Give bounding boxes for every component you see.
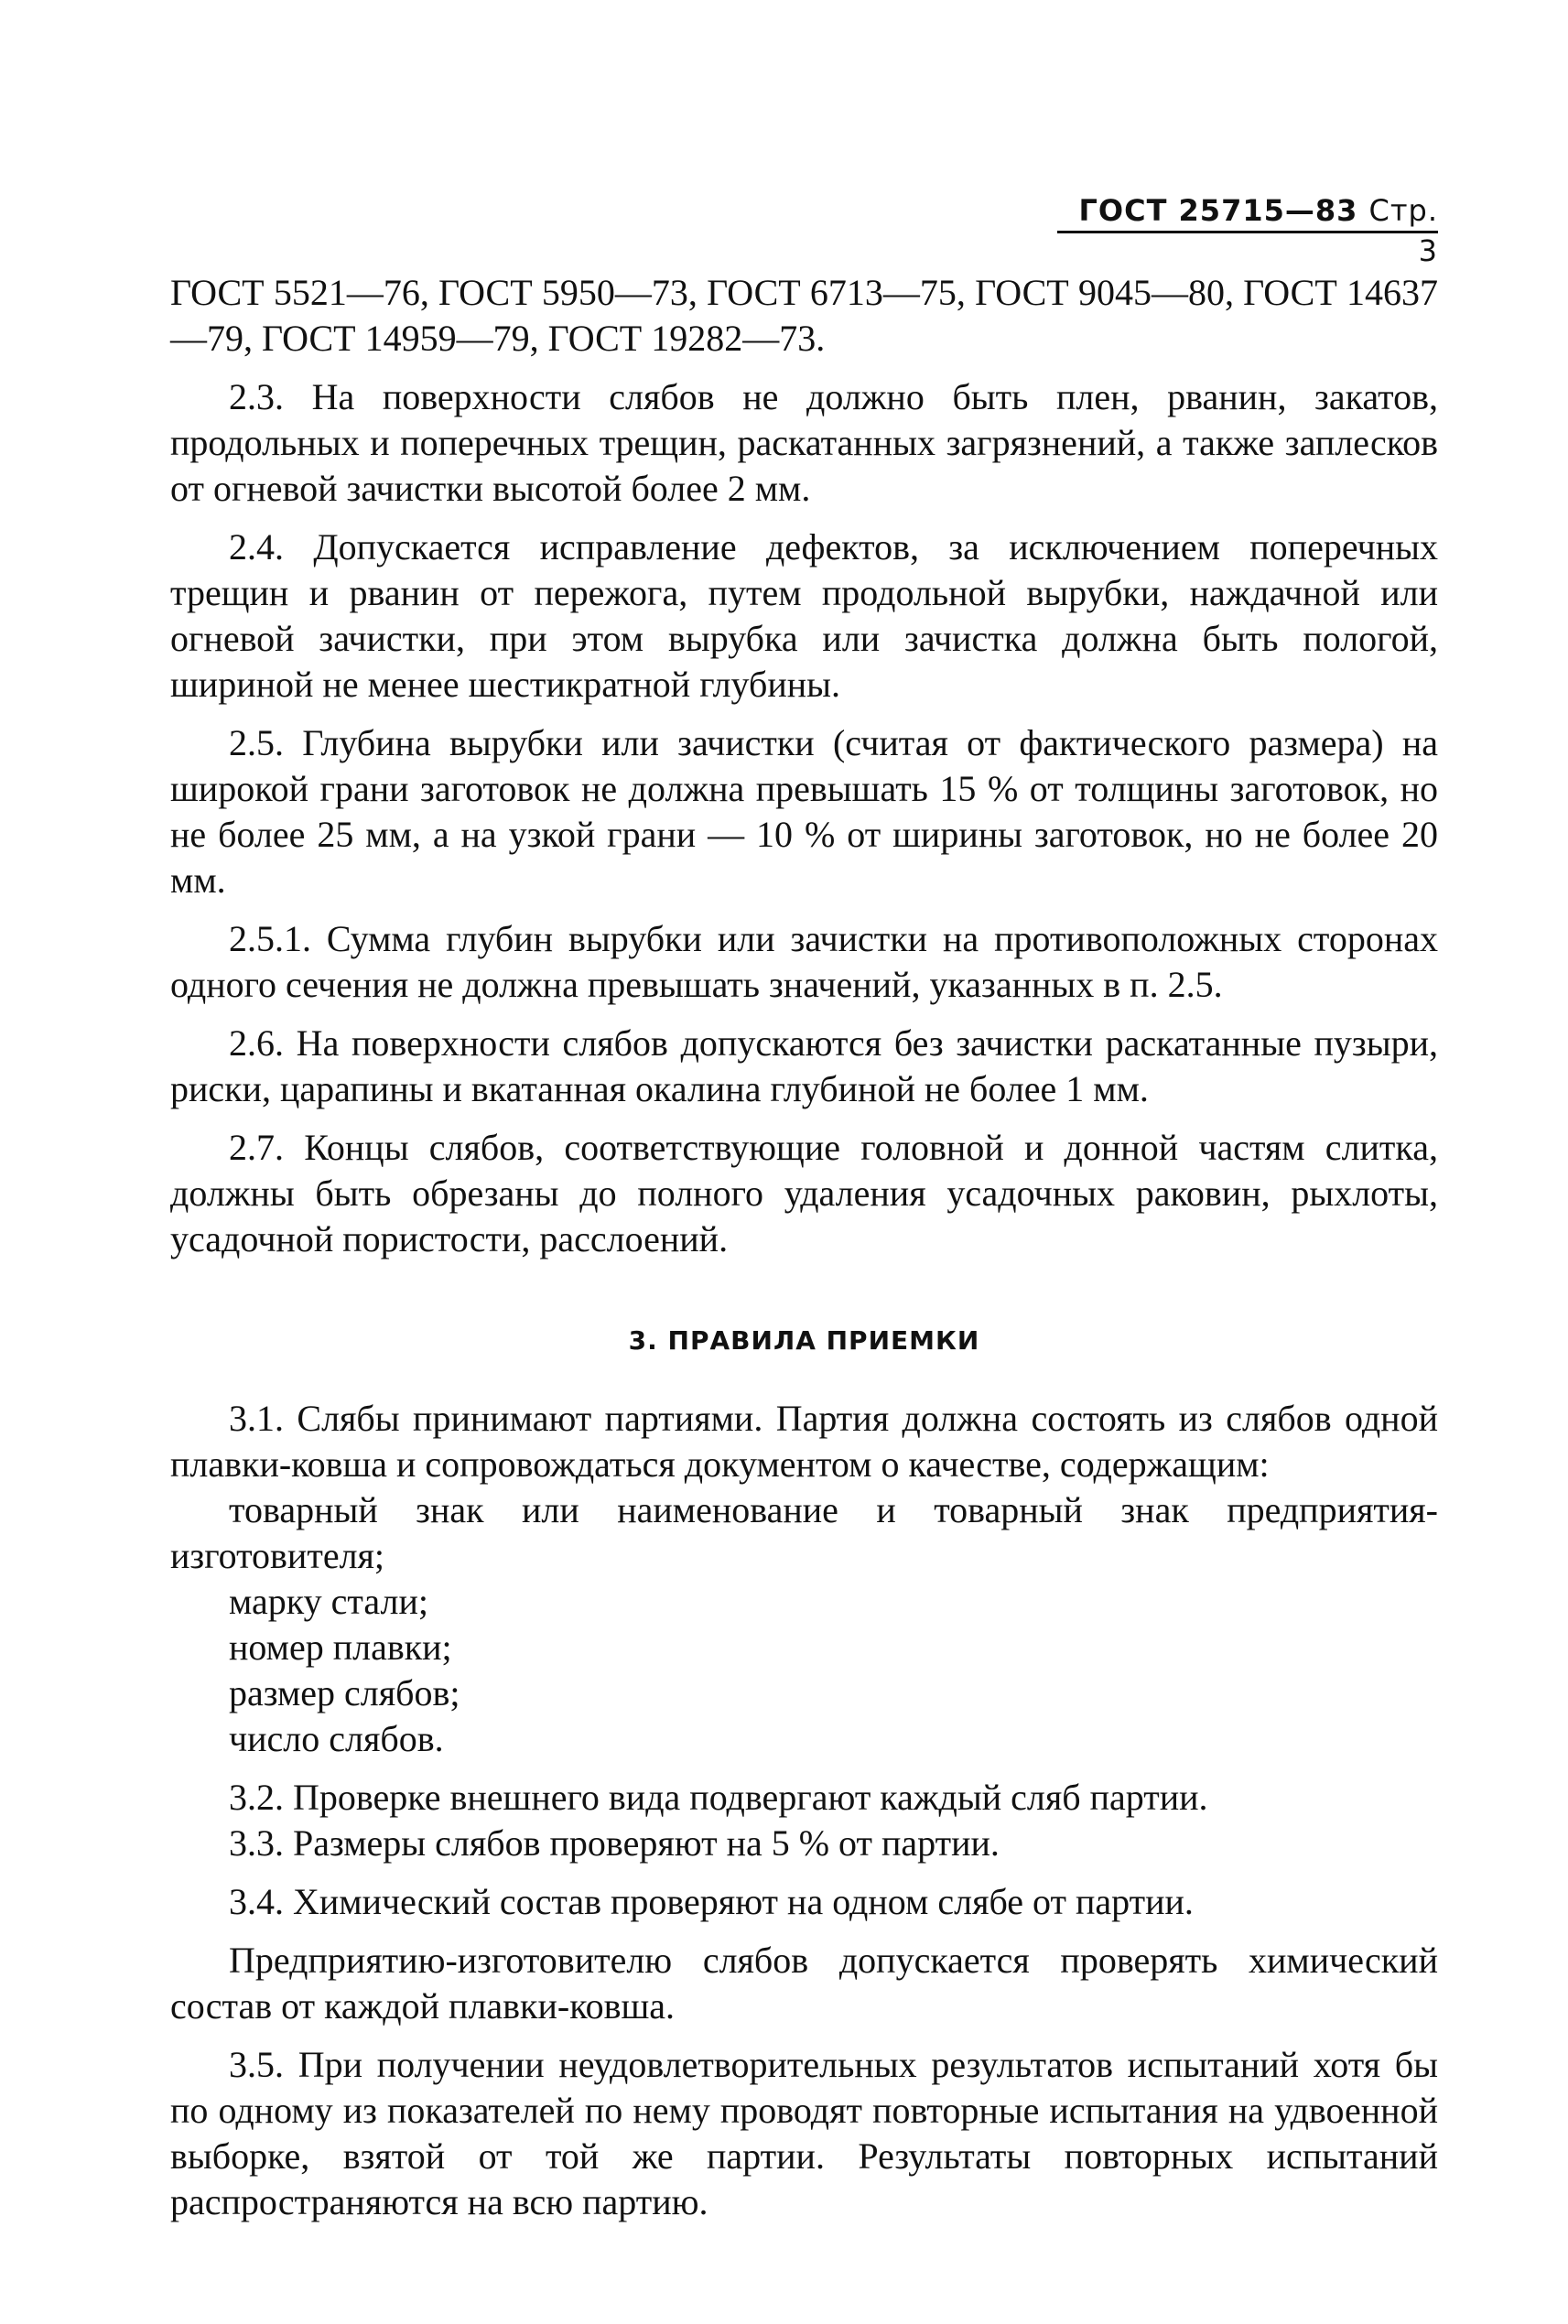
clause-3-4: 3.4. Химический состав проверяют на одном слябе от партии. (229, 1881, 1194, 1922)
clause-3-4-note: Предприятию-изготовителю слябов допускается проверять химический состав от каждой плавки-ковша. (170, 1940, 1438, 2027)
clause-3-2: 3.2. Проверке внешнего вида подвергают каждый сляб партии. (229, 1777, 1208, 1818)
clause-3-1: 3.1. Слябы принимают партиями. Партия должна состоять из слябов одной плавки-ковша и сопровождаться документом о качестве, содержащим: (170, 1398, 1438, 1485)
list-item: товарный знак или наименование и товарный знак предприятия-изготовителя; (170, 1489, 1438, 1576)
clause-2-7: 2.7. Концы слябов, соответствующие головной и донной частям слитка, должны быть обрезаны до полного удаления усадочных раковин, рыхлоты, усадочной пористости, расслоений. (170, 1127, 1438, 1259)
section-3-title: 3. ПРАВИЛА ПРИЕМКИ (628, 1325, 980, 1356)
clause-3-5: 3.5. При получении неудовлетворительных результатов испытаний хотя бы по одному из показателей по нему проводят повторные испытания на удвоенной выборке, взятой от той же партии. Результаты повторных испытаний распространяются на всю партию. (170, 2044, 1438, 2222)
clause-3-3: 3.3. Размеры слябов проверяют на 5 % от партии. (229, 1822, 1000, 1864)
page-header (1057, 190, 1438, 268)
clause-2-3: 2.3. На поверхности слябов не должно быть плен, рванин, закатов, продольных и поперечных трещин, раскатанных загрязнений, а также заплесков от огневой зачистки высотой более 2 мм. (170, 376, 1438, 509)
page-number: Стр. 3 (1368, 193, 1438, 268)
list-item: номер плавки; (229, 1627, 452, 1668)
standard-number: ГОСТ 25715—83 (1078, 193, 1358, 228)
header-rule (1057, 231, 1438, 233)
document-body (170, 270, 1438, 2238)
clause-2-5: 2.5. Глубина вырубки или зачистки (считая от фактического размера) на широкой грани заготовок не должна превышать 15 % от толщины заготовок, но не более 25 мм, а на узкой грани — 10 % от ширины заготовок, но не более 20 мм. (170, 722, 1438, 901)
clause-2-4: 2.4. Допускается исправление дефектов, за исключением поперечных трещин и рванин от пережога, путем продольной вырубки, наждачной или огневой зачистки, при этом вырубка или зачистка должна быть пологой, шириной не менее шестикратной глубины. (170, 526, 1438, 705)
clause-2-5-1: 2.5.1. Сумма глубин вырубки или зачистки на противоположных сторонах одного сечения не должна превышать значений, указанных в п. 2.5. (170, 918, 1438, 1005)
list-item: марку стали; (229, 1581, 428, 1622)
list-item: число слябов. (229, 1718, 444, 1759)
references-continuation: ГОСТ 5521—76, ГОСТ 5950—73, ГОСТ 6713—75, ГОСТ 9045—80, ГОСТ 14637—79, ГОСТ 14959—79, ГОСТ 19282—73. (170, 272, 1438, 359)
list-item: размер слябов; (229, 1672, 460, 1713)
clause-2-6: 2.6. На поверхности слябов допускаются без зачистки раскатанные пузыри, риски, царапины и вкатанная окалина глубиной не более 1 мм. (170, 1022, 1438, 1109)
